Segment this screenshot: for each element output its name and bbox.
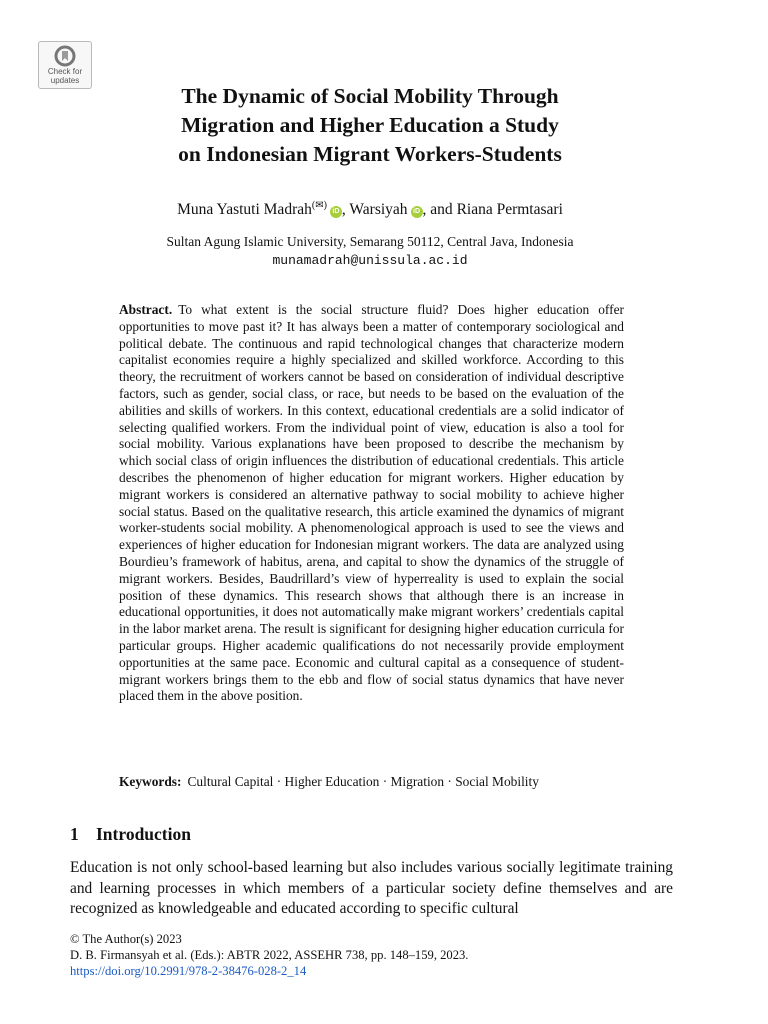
section-number: 1 xyxy=(70,824,79,844)
corresponding-mail-icon: (✉) xyxy=(311,200,327,211)
title-line-2: Migration and Higher Education a Study xyxy=(181,113,559,137)
citation: D. B. Firmansyah et al. (Eds.): ABTR 2022, ASSEHR 738, pp. 148–159, 2023. xyxy=(70,948,469,962)
body-paragraph: Education is not only school-based learning but also includes various socially legitimate training and learning processes in which members of a particular society define themselves and are recognized as knowledgeable and educated according to specific cultural xyxy=(70,859,673,917)
orcid-icon-author-2[interactable]: iD xyxy=(411,206,423,218)
title-line-1: The Dynamic of Social Mobility Through xyxy=(181,84,559,108)
bookmark-ring-icon xyxy=(54,45,76,67)
copyright: © The Author(s) 2023 xyxy=(70,932,182,946)
badge-line2: updates xyxy=(50,76,80,85)
abstract-label: Abstract. xyxy=(119,302,173,317)
author-3: Riana Permtasari xyxy=(456,201,563,218)
author-separator-2: , and xyxy=(422,201,457,218)
orcid-icon-author-1[interactable]: iD xyxy=(330,206,342,218)
author-email[interactable]: munamadrah@unissula.ac.id xyxy=(272,253,468,268)
author-2: Warsiyah xyxy=(349,201,408,218)
badge-line1: Check for xyxy=(47,67,83,76)
affiliation: Sultan Agung Islamic University, Semarang 50112, Central Java, Indonesia xyxy=(166,234,574,249)
author-list xyxy=(70,200,670,219)
footer xyxy=(70,931,468,979)
paper-title xyxy=(100,82,640,169)
abstract xyxy=(119,302,624,705)
title-line-3: on Indonesian Migrant Workers-Students xyxy=(178,142,562,166)
section-heading xyxy=(70,824,191,845)
author-separator-1: , xyxy=(341,201,350,218)
abstract-text: To what extent is the social structure fluid? Does higher education offer opportunities to move past it? It has always been a matter of contemporary sociological and political debate. The continuous and rapid technological changes that characterize modern capitalist economies require a highly specialized and skilled workforce. According to this theory, the recruitment of workers cannot be based on consideration of individual descriptive factors, such as gender, social class, or race, but needs to be based on the evaluation of the abilities and skills of workers. In this context, educational credentials are a solid indicator of selecting qualified workers. From the individual point of view, education is also a tool for social mobility. Various explanations have been proposed to describe the mechanism by which social class of origin influences the distribution of educational credentials. This article describes the phenomenon of higher education for migrant workers. Higher education by migrant workers is considered an alternative pathway to social mobility to achieve higher social status. Based on the qualitative research, this article examined the dynamics of migrant worker-students social mobility. A phenomenological approach is used to see the views and experiences of higher education for Indonesian migrant workers. The data are analyzed using Bourdieu’s framework of habitus, arena, and capital to show the dynamics of the struggle of migrant workers. Besides, Baudrillard’s view of hyperreality is used to explain the social position of these dynamics. This research shows that although there is an increase in educational opportunities, it does not automatically make migrant workers’ credentials capital in the labor market arena. The result is significant for designing higher education curricula for particular groups. Higher academic qualifications do not necessarily provide employment opportunities at the same pace. Economic and cultural capital as a consequence of student-migrant workers brings them to the ebb and flow of social status dynamics that have never placed them in the above position. xyxy=(119,302,624,704)
keywords-label: Keywords: xyxy=(119,774,182,789)
keywords-text: Cultural Capital · Higher Education · Migration · Social Mobility xyxy=(187,774,539,789)
check-for-updates-badge[interactable] xyxy=(38,41,92,89)
doi-link[interactable]: https://doi.org/10.2991/978-2-38476-028-2_14 xyxy=(70,964,307,978)
section-title: Introduction xyxy=(96,824,191,844)
author-1: Muna Yastuti Madrah xyxy=(177,201,312,218)
keywords xyxy=(119,774,624,790)
